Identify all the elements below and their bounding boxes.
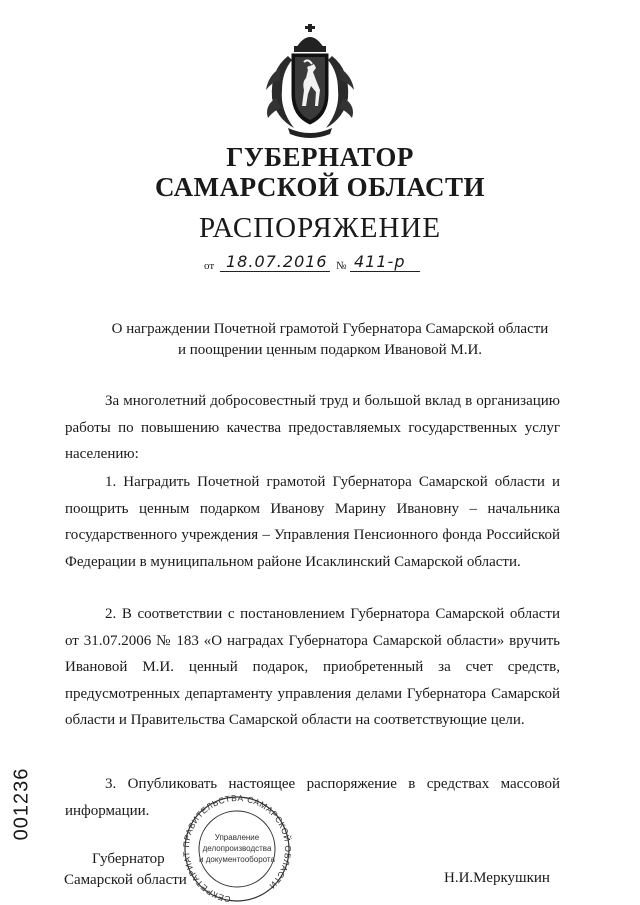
- document-date: 18.07.2016: [226, 252, 328, 271]
- signatory-title-line-2: Самарской области: [64, 872, 187, 888]
- signatory-title: [64, 849, 187, 891]
- number-label: №: [336, 260, 347, 272]
- stamp-inner-line-2: делопроизводства: [202, 844, 272, 853]
- office-stamp: [172, 793, 302, 905]
- item-1-paragraph: 1. Наградить Почетной грамотой Губернатора Самарской области и поощрить ценным подарком Иванову Марину Ивановну – начальника государственного учреждения – Управления Пенсионного фонда Российской Федерации в муниципальном районе Исаклинский Самарской области.: [65, 474, 560, 570]
- registration-number: [4, 767, 44, 841]
- stamp-inner-line-1: Управление: [214, 833, 260, 842]
- issuer-line-1: ГУБЕРНАТОР: [226, 142, 414, 172]
- document-subject: [60, 319, 600, 361]
- subject-line-2: и поощрении ценным подарком Ивановой М.И.: [177, 342, 483, 358]
- stamp-inner-line-3: и документооборота: [199, 855, 275, 864]
- intro-paragraph: За многолетний добросовестный труд и большой вклад в организацию работы по повышению качества предоставляемых государственных услуг населению:: [65, 393, 560, 462]
- date-number-line: [204, 254, 444, 278]
- item-2-paragraph: 2. В соответствии с постановлением Губернатора Самарской области от 31.07.2006 № 183 «О наградах Губернатора Самарской области» вручить Ивановой М.И. ценный подарок, приобретенный за счет средств, предусмотренных департаменту управления делами Губернатора Самарской области и Правительства Самарской области на соответствующие цели.: [65, 606, 560, 728]
- item-3-paragraph: 3. Опубликовать настоящее распоряжение в средствах массовой информации.: [65, 776, 560, 819]
- date-from-label: от: [204, 260, 215, 272]
- subject-line-1: О награждении Почетной грамотой Губернатора Самарской области: [111, 321, 549, 337]
- issuer-line-2: САМАРСКОЙ ОБЛАСТИ: [154, 172, 486, 202]
- coat-of-arms-icon: [258, 20, 362, 140]
- stamp-ring-text: СЕКРЕТАРИАТ ПРАВИТЕЛЬСТВА САМАРСКОЙ ОБЛАСТИ: [180, 793, 294, 905]
- signatory-title-line-1: Губернатор: [92, 851, 165, 867]
- signatory-name: Н.И.Меркушкин: [444, 870, 550, 886]
- registration-number-text: 001236: [10, 767, 33, 841]
- document-number: 411-р: [354, 252, 406, 271]
- document-type-title: РАСПОРЯЖЕНИЕ: [198, 212, 442, 244]
